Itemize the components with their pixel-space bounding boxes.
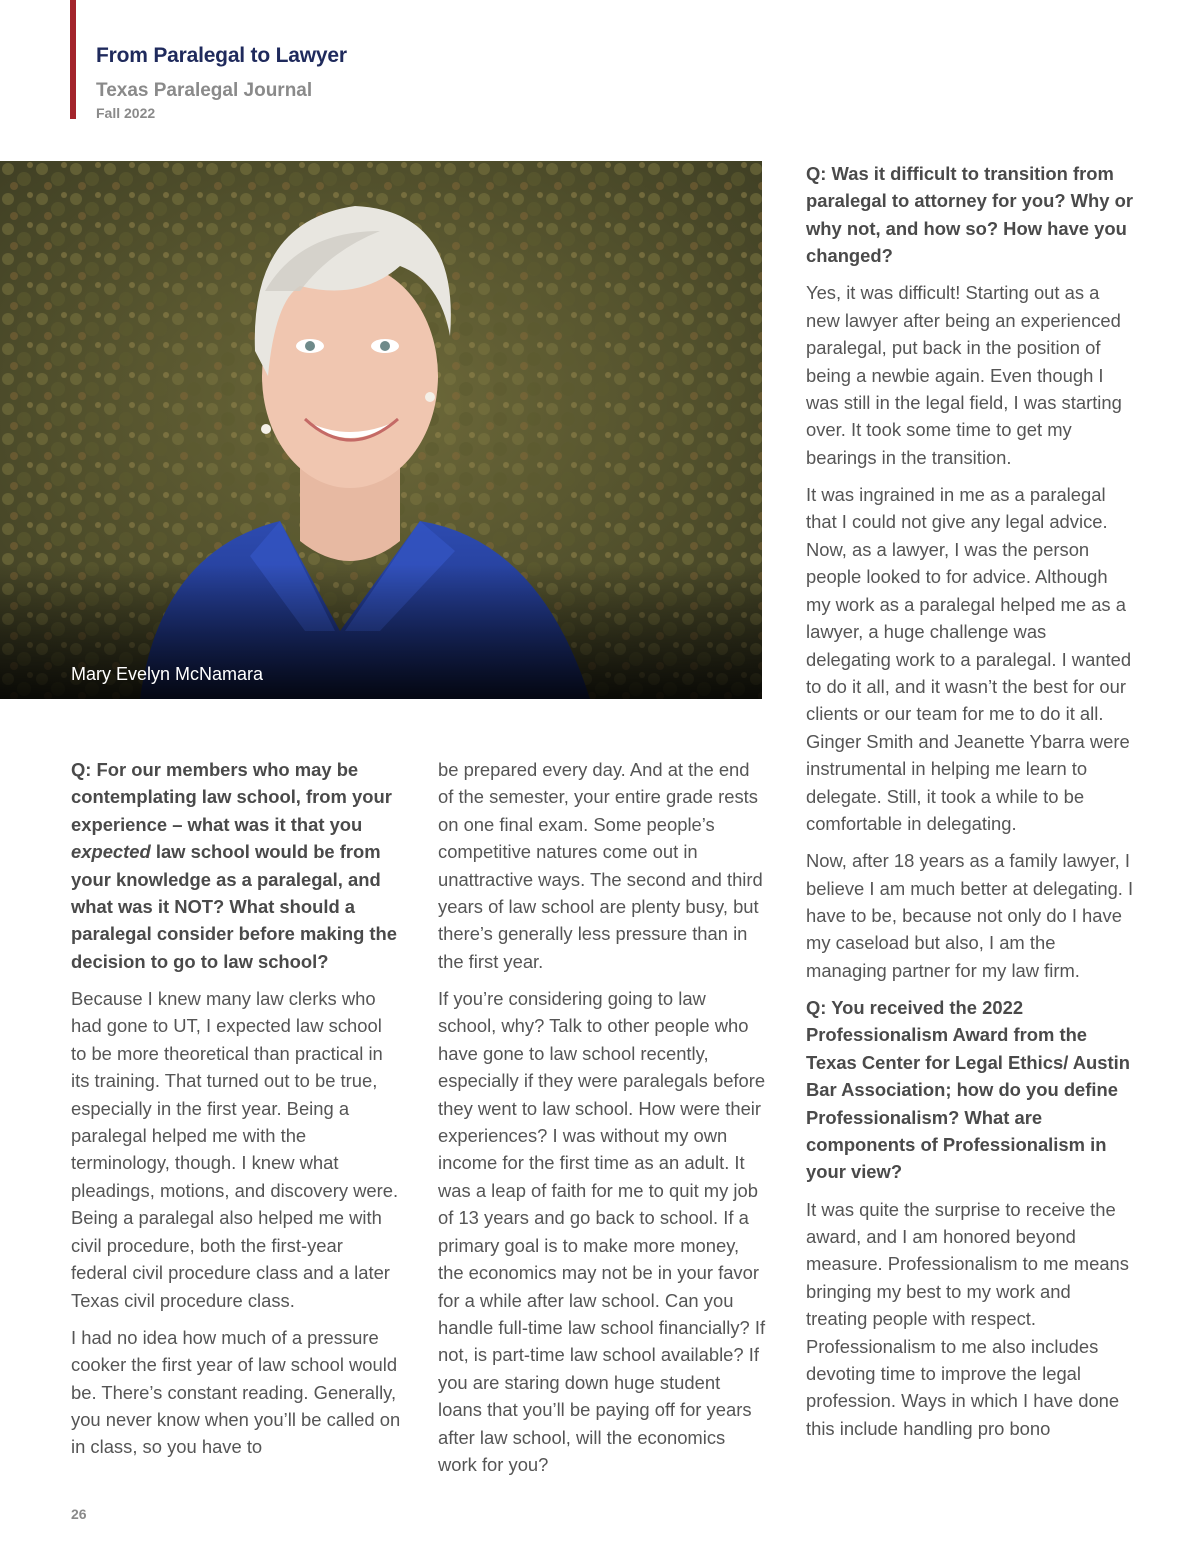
question-3: Q: You received the 2022 Professionalism Award from the Texas Center for Legal Ethics/ Austin Bar Association; how do you define Professionalism? What are components of Professionalism in your view? <box>806 996 1130 1183</box>
answer-1-paragraph-2-end: be prepared every day. And at the end of the semester, your entire grade rests on one final exam. Some people’s competitive natures come out in unattractive ways. The second and third years of law school are plenty busy, but there’s generally less pressure than in the first year. <box>438 759 763 972</box>
answer-1-paragraph-2-start: I had no idea how much of a pressure cooker the first year of law school would be. There’s constant reading. Generally, you never know when you’ll be called on in class, so you have to <box>71 1326 401 1458</box>
portrait-photo <box>0 161 762 699</box>
article-column-1 <box>71 756 401 1471</box>
question-2: Q: Was it difficult to transition from paralegal to attorney for you? Why or why not, and how so? How have you changed? <box>806 163 1133 267</box>
question-1: Q: For our members who may be contemplating law school, from your experience – what was it that you expected law school would be from your knowledge as a paralegal, and what was it NOT? What should a paralegal consider before making the decision to go to law school? <box>71 759 398 972</box>
photo-caption: Mary Evelyn McNamara <box>71 664 264 684</box>
section-kicker: From Paralegal to Lawyer <box>96 44 347 67</box>
answer-2-paragraph-3: Now, after 18 years as a family lawyer, I believe I am much better at delegating. I have to be, because not only do I have my caseload but also, I am the managing partner for my law firm. <box>806 850 1134 981</box>
portrait-illustration <box>0 161 762 699</box>
article-column-2 <box>438 756 768 1488</box>
answer-2-paragraph-2: It was ingrained in me as a paralegal that I could not give any legal advice. Now, as a lawyer, I was the person people looked to for advice. Although my work as a paralegal helped me as a lawyer, a huge challenge was delegating work to a paralegal. I wanted to do it all, and it wasn’t the best for our clients or our team for me to do it all. Ginger Smith and Jeanette Ybarra were instrumental in helping me learn to delegate. Still, it took a while to be comfortable in delegating. <box>806 484 1132 834</box>
answer-1-paragraph-1: Because I knew many law clerks who had gone to UT, I expected law school to be more theoretical than practical in its training. That turned out to be true, especially in the first year. Being a paralegal helped me with the terminology, though. I knew what pleadings, motions, and discovery were. Being a paralegal also helped me with civil procedure, both the first-year federal civil procedure class and a later Texas civil procedure class. <box>71 988 399 1311</box>
article-column-3 <box>806 160 1136 1452</box>
page-number: 26 <box>71 1506 87 1522</box>
answer-2-paragraph-1: Yes, it was difficult! Starting out as a new lawyer after being an experienced paralegal, put back in the position of being a newbie again. Even though I was still in the legal field, I was starting over. It took some time to get my bearings in the transition. <box>806 282 1122 468</box>
answer-1-paragraph-3: If you’re considering going to law school, why? Talk to other people who have gone to law school recently, especially if they were paralegals before they went to law school. How were their experiences? I was without my own income for the first time as an adult. It was a leap of faith for me to quit my job of 13 years and go back to school. If a primary goal is to make more money, the economics may not be in your favor for a while after law school. Can you handle full-time law school financially? If not, is part-time law school available? If you are staring down huge student loans that you’ll be paying off for years after law school, will the economics work for you? <box>438 988 766 1475</box>
issue-date: Fall 2022 <box>96 105 156 121</box>
journal-name: Texas Paralegal Journal <box>96 80 313 101</box>
header-accent-bar <box>70 0 76 119</box>
answer-3-paragraph-1: It was quite the surprise to receive the award, and I am honored beyond measure. Professionalism to me means bringing my best to my work and treating people with respect. Professionalism to me also includes devoting time to improve the legal profession. Ways in which I have done this include handling pro bono <box>806 1198 1129 1439</box>
